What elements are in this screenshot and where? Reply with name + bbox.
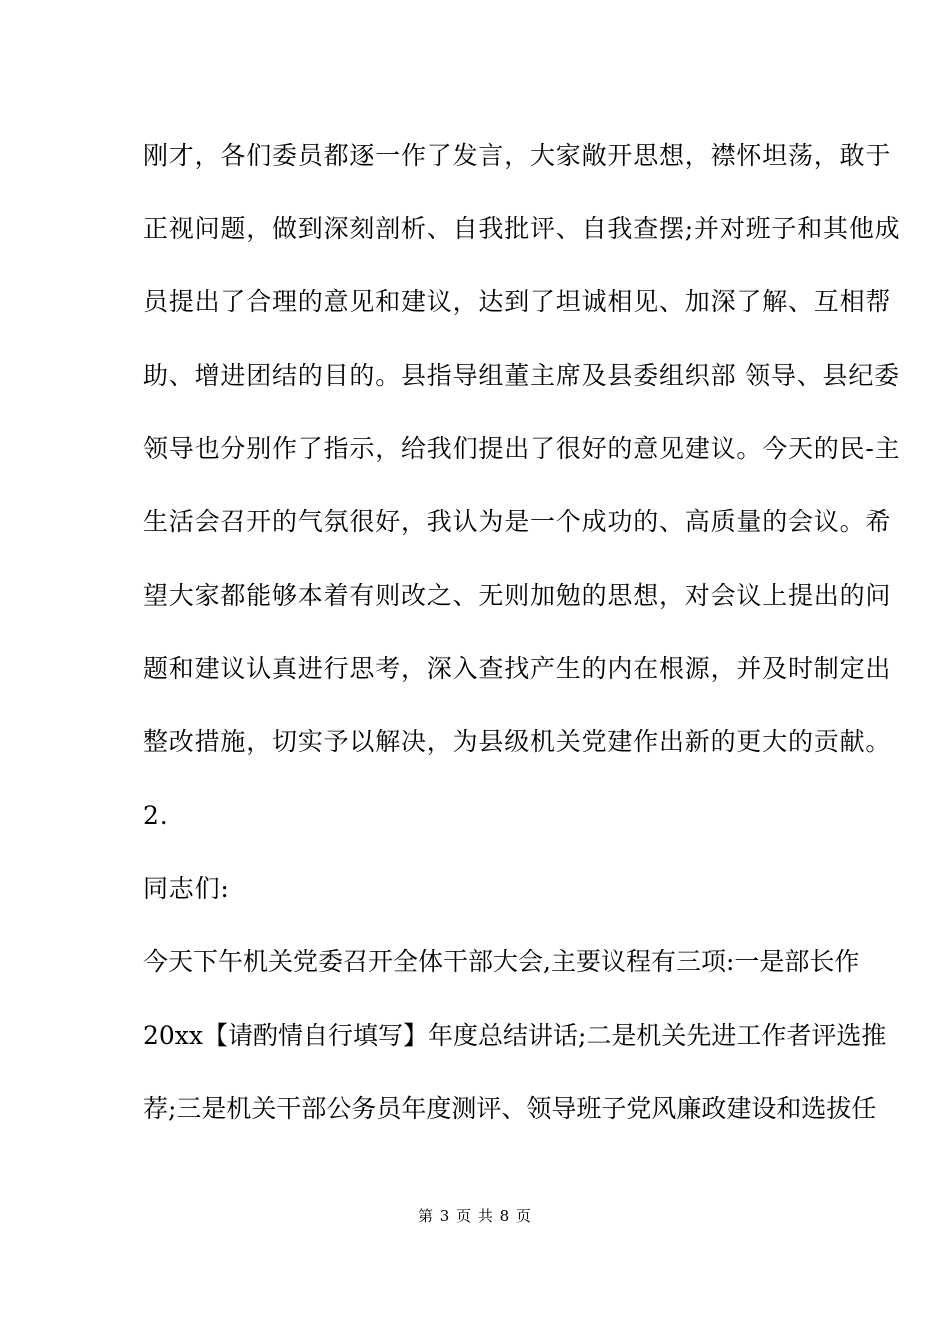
paragraph-line-4: 助、增进团结的目的。县指导组董主席及县委组织部 领导、县纪委 (143, 361, 900, 390)
salutation: 同志们: (143, 874, 230, 903)
paragraph-line-9: 整改措施，切实予以解决，为县级机关党建作出新的更大的贡献。 (143, 727, 892, 756)
paragraph-line-7: 望大家都能够本着有则改之、无则加勉的思想，对会议上提出的问 (143, 581, 892, 610)
paragraph-line-13: 20xx【请酌情自行填写】年度总结讲话;二是机关先进工作者评选推 (143, 1021, 887, 1050)
paragraph-line-2: 正视问题，做到深刻剖析、自我批评、自我查摆;并对班子和其他成 (143, 214, 901, 243)
paragraph-line-6: 生活会召开的气氛很好，我认为是一个成功的、高质量的会议。希 (143, 507, 892, 536)
section-number: 2. (143, 801, 169, 830)
page-number-footer: 第 3 页 共 8 页 (418, 1207, 532, 1225)
paragraph-line-8: 题和建议认真进行思考，深入查找产生的内在根源，并及时制定出 (143, 654, 892, 683)
paragraph-line-3: 员提出了合理的意见和建议，达到了坦诚相见、加深了解、互相帮 (143, 287, 892, 316)
paragraph-line-1: 刚才，各们委员都逐一作了发言，大家敞开思想，襟怀坦荡，敢于 (143, 141, 892, 170)
paragraph-line-5: 领导也分别作了指示，给我们提出了很好的意见建议。今天的民-主 (143, 434, 901, 463)
paragraph-line-14: 荐;三是机关干部公务员年度测评、领导班子党风廉政建设和选拔任 (143, 1094, 877, 1123)
paragraph-line-12: 今天下午机关党委召开全体干部大会,主要议程有三项:一是部长作 (143, 947, 860, 976)
